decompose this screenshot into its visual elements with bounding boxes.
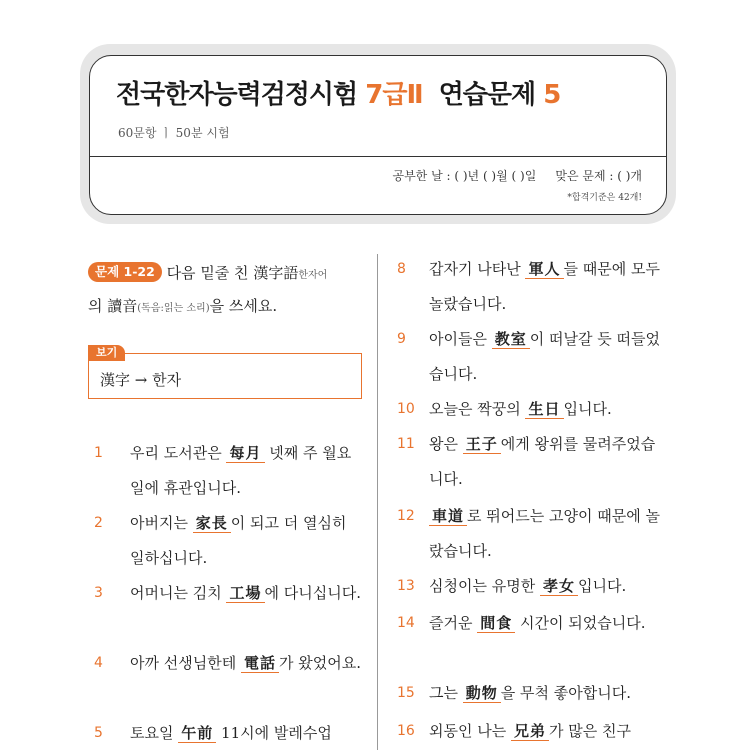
question-text: 이 떠날갈 듯 떠들었습니다. [429,330,660,383]
question-item [94,646,364,681]
question-item [397,714,669,749]
question-number: 16 [397,723,415,739]
title-practice: 연습문제 [438,80,536,110]
question-text: 우리 도서관은 [130,444,227,462]
question-item [397,676,669,711]
header-box [89,55,667,215]
hanja-word: 電話 [241,654,279,673]
question-number: 12 [397,508,415,524]
question-item [94,436,364,506]
question-text: 에게 왕위를 물려주었습니다. [429,435,656,488]
question-text: 즐거운 [429,614,478,632]
question-number: 13 [397,578,415,594]
instr-small-a: 한자어 [298,270,328,281]
question-item [94,716,364,751]
question-number: 2 [94,515,103,531]
question-item [397,322,669,392]
question-text: 토요일 [130,724,179,742]
study-date: 공부한 날 : ( )년 ( )월 ( )일 [392,169,537,183]
question-text: 로 뛰어드는 고양이 때문에 놀랐습니다. [429,507,660,560]
question-text: 11시에 발레수업 [216,724,332,742]
question-number: 11 [397,436,415,452]
question-text: 오늘은 짝꿍의 [429,400,526,418]
hanja-word: 動物 [463,684,501,703]
example-text: 漢字 → 한자 [100,371,182,389]
question-text: 이 되고 더 열심히 일하십니다. [130,514,347,567]
hanja-word: 車道 [429,507,467,526]
question-item [397,252,669,322]
question-item [94,506,364,576]
question-text: 어머니는 김치 [130,584,227,602]
instr-small-b: (독음:읽는 소리) [137,303,210,314]
hanja-word: 家長 [193,514,231,533]
header-divider [90,156,666,157]
hanja-word: 王子 [463,435,501,454]
question-text: 가 많은 친구 [549,722,632,740]
question-item [397,499,669,569]
question-number: 1 [94,445,103,461]
study-record [393,167,643,184]
instr-reading: 讀音 [107,297,138,315]
title-grade: 7급Ⅱ [365,80,423,110]
hanja-word: 間食 [477,614,515,633]
question-text: 아버지는 [130,514,193,532]
question-text: 심청이는 유명한 [429,577,540,595]
question-number: 8 [397,261,406,277]
correct-count: 맞은 문제 : ( )개 [555,169,642,183]
question-item [397,427,669,497]
question-text: 넷째 주 월요일에 휴관입니다. [130,444,352,497]
hanja-word: 教室 [492,330,530,349]
hanja-word: 兄弟 [511,722,549,741]
hanja-word: 生日 [525,400,563,419]
question-text: 아까 선생님한테 [130,654,241,672]
question-text: 아이들은 [429,330,492,348]
question-text: 입니다. [577,577,627,595]
question-text: 외동인 나는 [429,722,511,740]
question-item [94,576,364,611]
question-number: 10 [397,401,415,417]
question-text: 을 무척 좋아합니다. [500,684,631,702]
question-number: 3 [94,585,103,601]
question-number: 14 [397,615,415,631]
hanja-word: 每月 [226,444,264,463]
question-text: 입니다. [563,400,612,418]
question-item [397,606,669,641]
instruction [88,258,368,324]
question-number: 4 [94,655,103,671]
question-number: 5 [94,725,103,741]
question-number: 9 [397,331,406,347]
question-text: 가 왔었어요. [278,654,361,672]
question-text: 갑자기 나타난 [429,260,526,278]
question-text: 들 때문에 모두 놀랐습니다. [429,260,660,313]
hanja-word: 工場 [226,584,264,603]
hanja-word: 孝女 [540,577,578,596]
instr-hanja: 漢字語 [253,264,299,282]
question-item [397,569,669,604]
question-text: 그는 [429,684,463,702]
instr-text-2: 의 [88,297,108,315]
hanja-word: 午前 [178,724,216,743]
hanja-word: 軍人 [525,260,563,279]
title-main: 전국한자능력검정시험 [116,80,358,110]
question-text: 에 다니십니다. [264,584,361,602]
exam-info: 60문항 ㅣ 50분 시험 [118,126,230,140]
instr-text-1: 다음 밑줄 친 [161,264,254,282]
question-item [397,392,669,427]
instr-text-3: 을 쓰세요. [209,297,278,315]
question-number: 15 [397,685,415,701]
title-number: 5 [543,80,561,110]
question-range-badge: 문제 1-22 [88,262,162,282]
question-text: 왕은 [429,435,463,453]
column-divider [377,254,378,750]
page-title [116,74,560,111]
question-text: 시간이 되었습니다. [515,614,646,632]
example-tag: 보기 [88,345,125,361]
pass-note: *합격기준은 42개! [567,193,642,203]
